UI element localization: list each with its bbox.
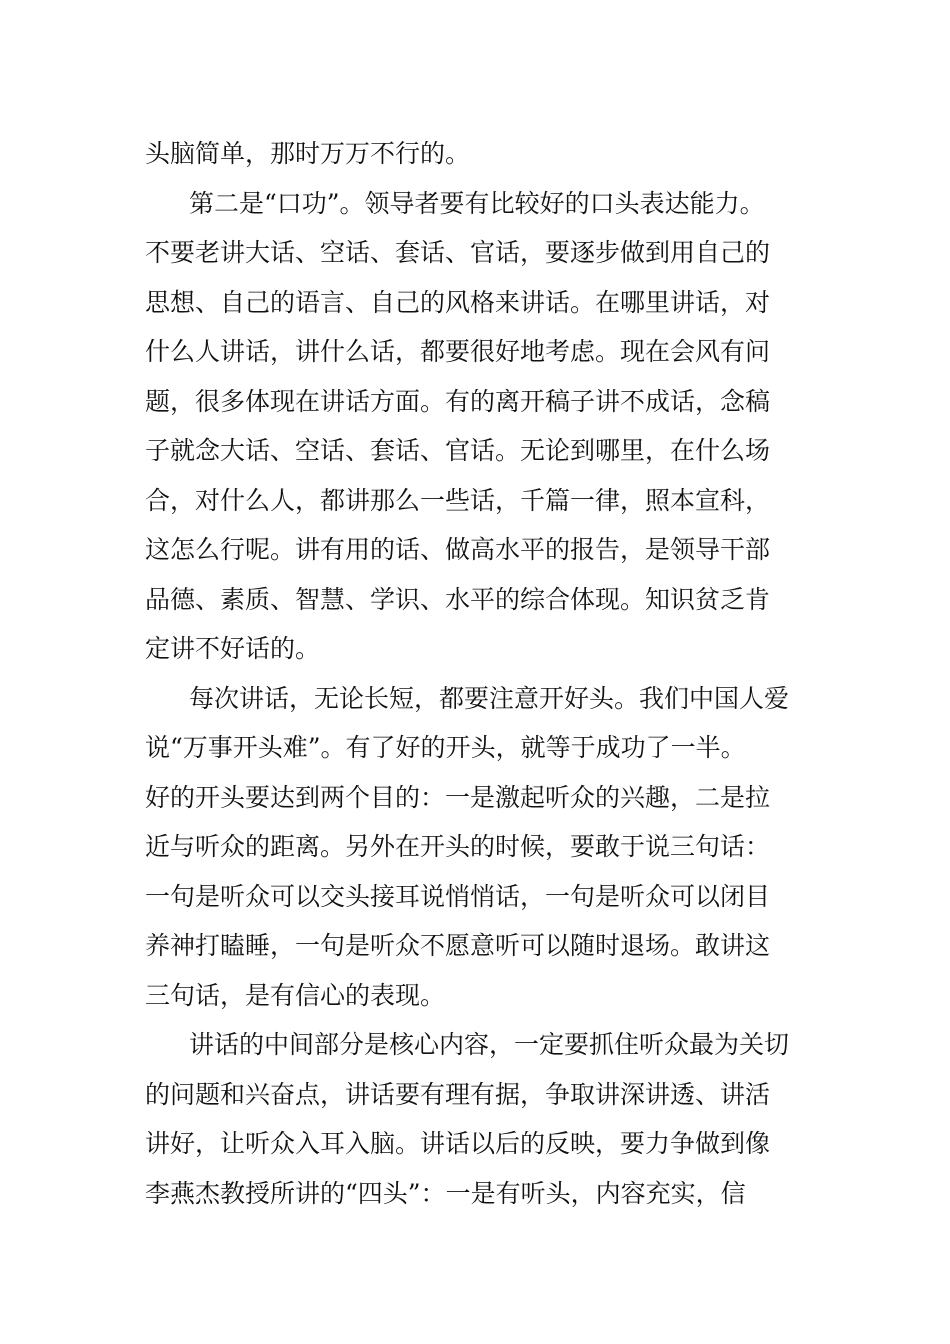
text-line: 什么人讲话，讲什么话，都要很好地考虑。现在会风有问 (145, 337, 771, 366)
text-line: 三句话，是有信心的表现。 (145, 980, 446, 1010)
text-line: 近与听众的距离。另外在开头的时候，要敢于说三句话： (145, 832, 771, 861)
text-line: 每次讲话，无论长短，都要注意开好头。我们中国人爱 (189, 683, 790, 713)
text-line: 养神打瞌睡，一句是听众不愿意听可以随时退场。敢讲这 (145, 931, 771, 960)
text-line: 不要老讲大话、空话、套话、官话，要逐步做到用自己的 (145, 238, 771, 267)
text-line: 子就念大话、空话、套话、官话。无论到哪里，在什么场 (145, 436, 771, 465)
text-line: 头脑简单，那时万万不行的。 (145, 139, 471, 168)
text-line: 这怎么行呢。讲有用的话、做高水平的报告，是领导干部 (145, 535, 771, 564)
document-body (145, 129, 810, 1218)
text-line: 讲话的中间部分是核心内容，一定要抓住听众最为关切 (189, 1030, 790, 1059)
text-line: 第二是“口功”。领导者要有比较好的口头表达能力。 (189, 188, 765, 218)
text-line: 题，很多体现在讲话方面。有的离开稿子讲不成话，念稿 (145, 386, 771, 416)
text-line: 思想、自己的语言、自己的风格来讲话。在哪里讲话，对 (145, 287, 771, 317)
text-line: 定讲不好话的。 (145, 634, 321, 663)
text-line: 讲好，让听众入耳入脑。讲话以后的反映，要力争做到像 (145, 1129, 771, 1158)
text-line: 的问题和兴奋点，讲话要有理有据，争取讲深讲透、讲活 (145, 1079, 771, 1109)
text-line: 合，对什么人，都讲那么一些话，千篇一律，照本宣科， (145, 485, 771, 515)
text-line: 一句是听众可以交头接耳说悄悄话，一句是听众可以闭目 (145, 881, 771, 911)
text-line: 品德、素质、智慧、学识、水平的综合体现。知识贫乏肯 (145, 584, 771, 614)
text-line: 说“万事开头难”。有了好的开头，就等于成功了一半。 (145, 733, 746, 762)
text-line: 李燕杰教授所讲的“四头”：一是有听头，内容充实，信 (145, 1178, 746, 1208)
text-line: 好的开头要达到两个目的：一是激起听众的兴趣，二是拉 (145, 782, 771, 812)
